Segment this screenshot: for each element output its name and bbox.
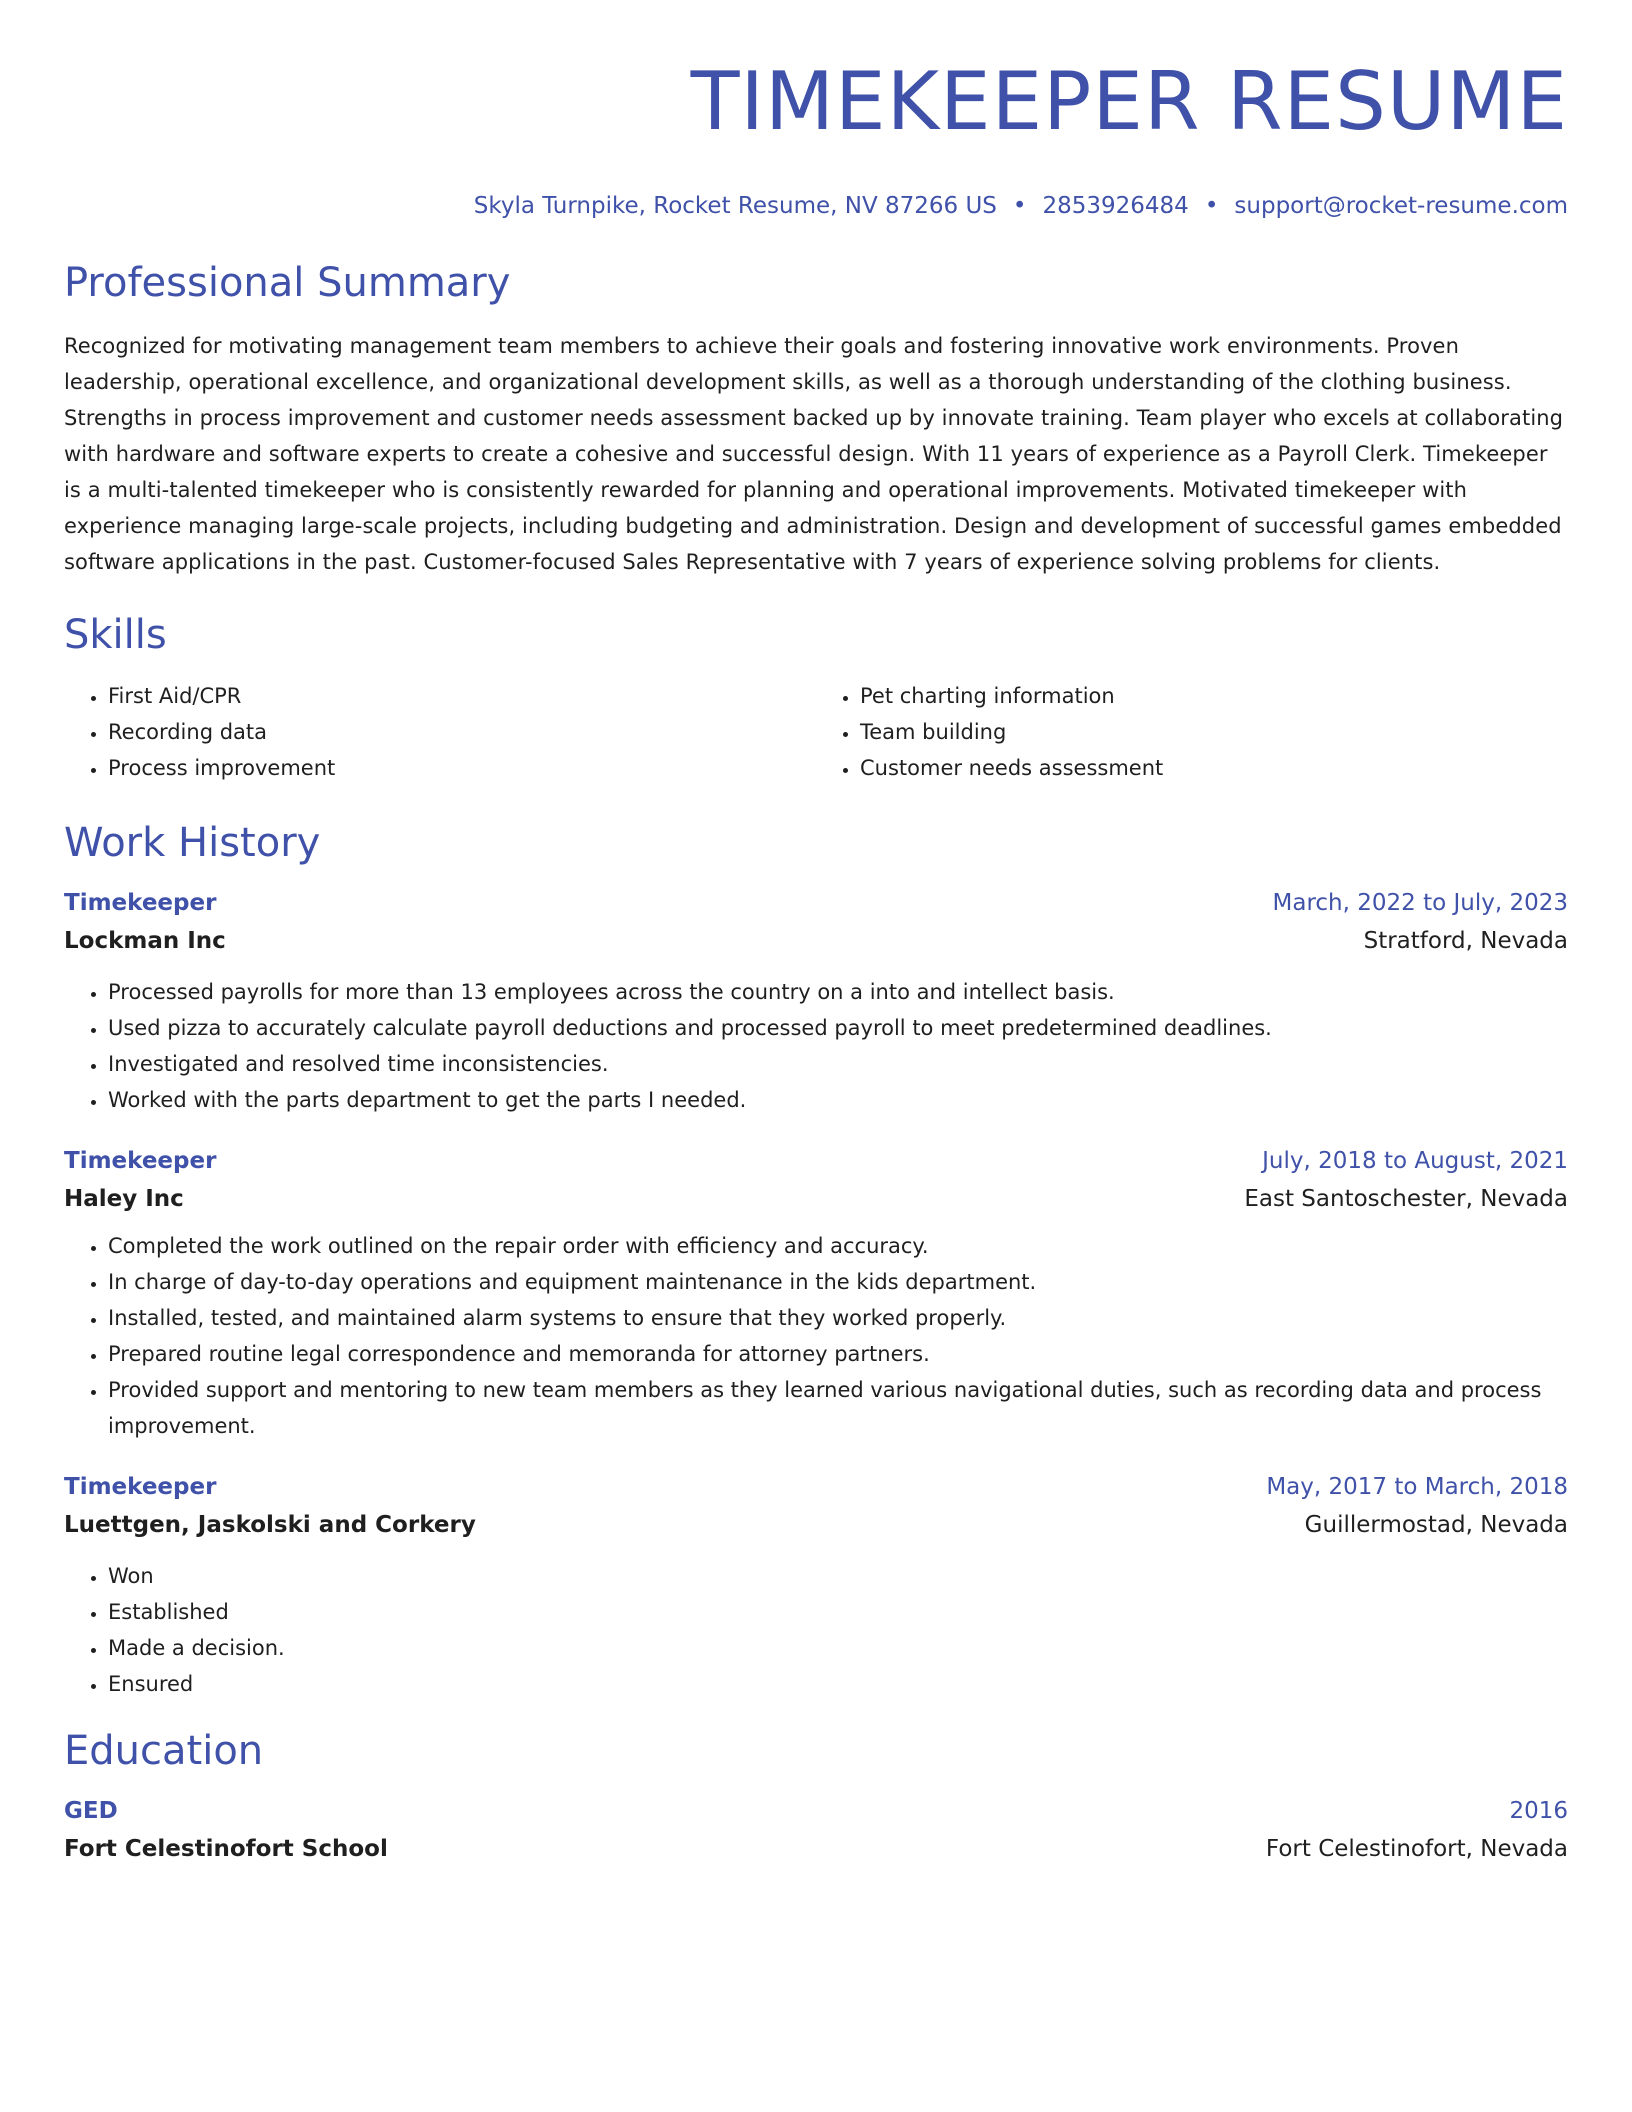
job-employer: Luettgen, Jaskolski and Corkery: [64, 1512, 476, 1538]
job-bullet: • Ensured: [108, 1666, 1568, 1702]
education-degree: GED: [64, 1798, 118, 1824]
skill-item: • Process improvement: [108, 750, 816, 786]
job-title: Timekeeper: [64, 890, 217, 916]
job-employer: Lockman Inc: [64, 928, 226, 954]
job-bullet: • Used pizza to accurately calculate payroll deductions and processed payroll to meet predetermined deadlines.: [108, 1010, 1568, 1046]
skills-heading: Skills: [64, 612, 167, 658]
job-title: Timekeeper: [64, 1148, 217, 1174]
job-location: Stratford, Nevada: [1363, 928, 1568, 954]
job-entry: [64, 1142, 1568, 1444]
job-title: Timekeeper: [64, 1474, 217, 1500]
job-bullet: • In charge of day-to-day operations and equipment maintenance in the kids department.: [108, 1264, 1568, 1300]
contact-address: Skyla Turnpike, Rocket Resume, NV 87266 US: [473, 193, 997, 219]
job-bullet: • Processed payrolls for more than 13 employees across the country on a into and intellect basis.: [108, 974, 1568, 1010]
job-entry: [64, 1468, 1568, 1702]
job-dates: May, 2017 to March, 2018: [1266, 1474, 1568, 1500]
job-entry: [64, 884, 1568, 1118]
job-bullet: • Provided support and mentoring to new team members as they learned various navigational duties, such as recording data and process improvement.: [108, 1372, 1568, 1444]
job-bullet: • Installed, tested, and maintained alarm systems to ensure that they worked properly.: [108, 1300, 1568, 1336]
job-bullet: • Made a decision.: [108, 1630, 1568, 1666]
skill-item: • Team building: [860, 714, 1568, 750]
job-bullet: • Investigated and resolved time inconsistencies.: [108, 1046, 1568, 1082]
job-bullet: • Established: [108, 1594, 1568, 1630]
skill-item: • Customer needs assessment: [860, 750, 1568, 786]
job-dates: March, 2022 to July, 2023: [1272, 890, 1568, 916]
education-school: Fort Celestinofort School: [64, 1836, 388, 1862]
contact-line: [64, 190, 1568, 222]
education-entry: [64, 1792, 1568, 1868]
contact-phone: 2853926484: [1042, 193, 1189, 219]
education-heading: Education: [64, 1728, 264, 1774]
skill-item: • First Aid/CPR: [108, 678, 816, 714]
contact-separator: •: [1204, 193, 1219, 219]
job-bullet: • Worked with the parts department to get the parts I needed.: [108, 1082, 1568, 1118]
skills-column-right: [816, 678, 1568, 786]
job-dates: July, 2018 to August, 2021: [1262, 1148, 1568, 1174]
contact-separator: •: [1012, 193, 1027, 219]
skills-list: [64, 678, 1568, 786]
resume-name: TIMEKEEPER RESUME: [690, 55, 1568, 148]
skill-item: • Pet charting information: [860, 678, 1568, 714]
education-location: Fort Celestinofort, Nevada: [1265, 1836, 1568, 1862]
job-bullet: • Completed the work outlined on the repair order with efficiency and accuracy.: [108, 1228, 1568, 1264]
skill-item: • Recording data: [108, 714, 816, 750]
job-location: East Santoschester, Nevada: [1244, 1186, 1568, 1212]
job-bullets: [64, 974, 1568, 1118]
education-year: 2016: [1509, 1798, 1568, 1824]
contact-email[interactable]: support@rocket-resume.com: [1234, 193, 1568, 219]
job-location: Guillermostad, Nevada: [1304, 1512, 1568, 1538]
resume-header: [64, 52, 1568, 222]
job-bullets: [64, 1558, 1568, 1702]
job-employer: Haley Inc: [64, 1186, 184, 1212]
job-bullet: • Prepared routine legal correspondence and memoranda for attorney partners.: [108, 1336, 1568, 1372]
summary-heading: Professional Summary: [64, 260, 511, 306]
job-bullets: [64, 1228, 1568, 1444]
job-bullet: • Won: [108, 1558, 1568, 1594]
skills-column-left: [64, 678, 816, 786]
work-history-heading: Work History: [64, 820, 321, 866]
summary-text: Recognized for motivating management team members to achieve their goals and fostering innovative work environments. Proven leadership, operational excellence, and organizational development skills, as well as a thorough understanding of the clothing business. Strengths in process improvement and customer needs assessment backed up by innovate training. Team player who excels at collaborating with hardware and software experts to create a cohesive and successful design. With 11 years of experience as a Payroll Clerk. Timekeeper is a multi-talented timekeeper who is consistently rewarded for planning and operational improvements. Motivated timekeeper with experience managing large-scale projects, including budgeting and administration. Design and development of successful games embedded software applications in the past. Customer-focused Sales Representative with 7 years of experience solving problems for clients.: [64, 334, 1564, 574]
